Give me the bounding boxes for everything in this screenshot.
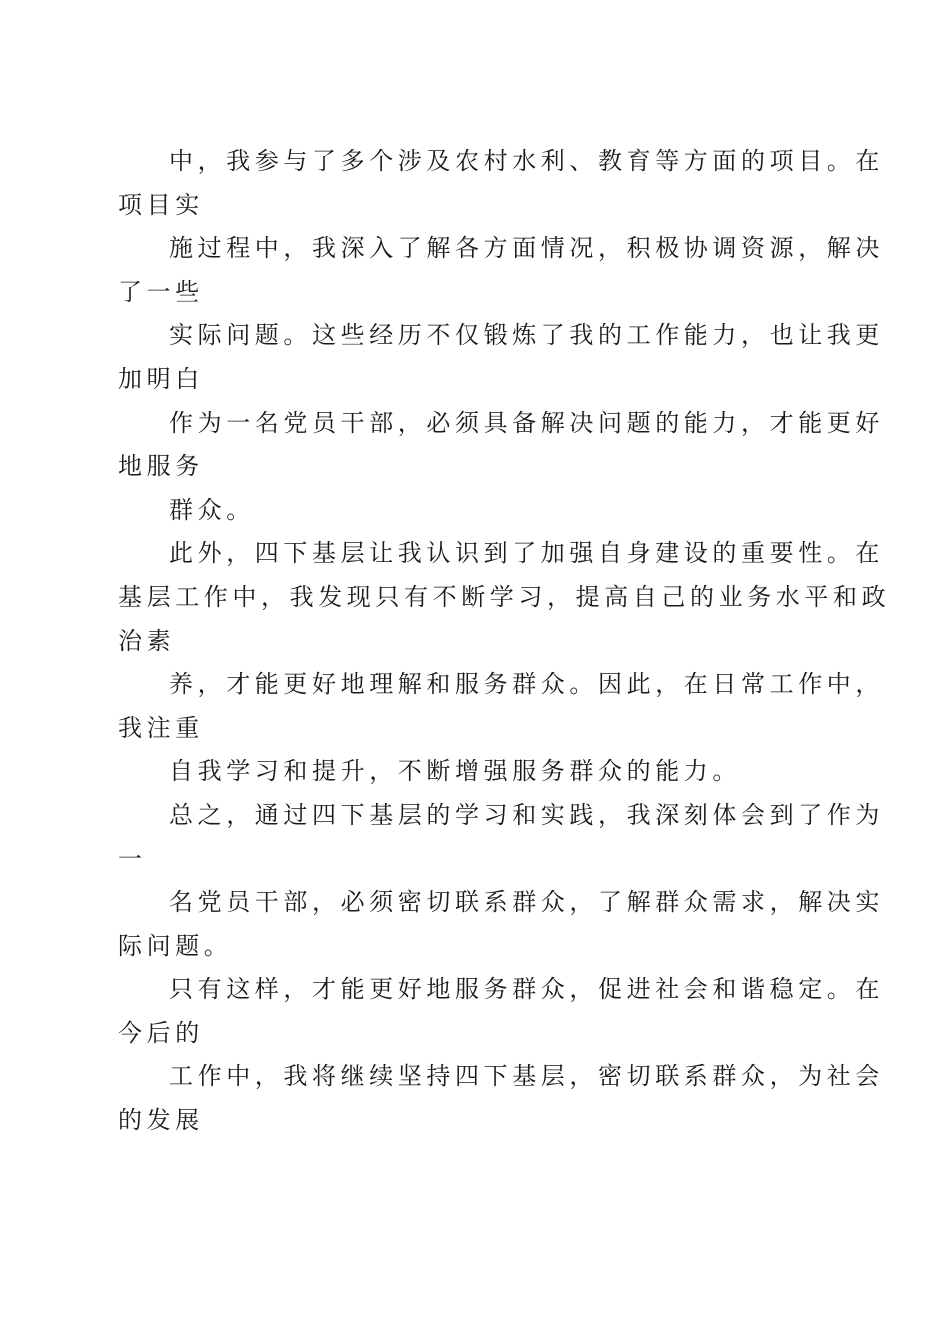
text-line: 中，我参与了多个涉及农村水利、教育等方面的项目。在: [169, 147, 884, 175]
text-line: 际问题。: [118, 931, 233, 960]
text-line: 实际问题。这些经历不仅锻炼了我的工作能力，也让我更: [169, 321, 884, 350]
text-line: 今后的: [118, 1018, 204, 1047]
text-line: 总之，通过四下基层的学习和实践，我深刻体会到了作为: [169, 800, 884, 829]
text-line: 作为一名党员干部，必须具备解决问题的能力，才能更好: [169, 408, 884, 437]
text-line: 工作中，我将继续坚持四下基层，密切联系群众，为社会: [169, 1062, 884, 1091]
text-line: 加明白: [118, 364, 204, 393]
text-line: 一: [118, 844, 147, 873]
text-line: 名党员干部，必须密切联系群众，了解群众需求，解决实: [169, 888, 884, 917]
text-line: 项目实: [118, 190, 204, 219]
text-line: 养，才能更好地理解和服务群众。因此，在日常工作中，: [169, 670, 884, 699]
text-line: 只有这样，才能更好地服务群众，促进社会和谐稳定。在: [169, 975, 884, 1004]
text-line: 治素: [118, 626, 176, 655]
text-line: 我注重: [118, 713, 204, 742]
body-text: [118, 140, 891, 1143]
text-line: 地服务: [118, 452, 204, 481]
text-line: 施过程中，我深入了解各方面情况，积极协调资源，解决: [169, 234, 884, 263]
text-line: 的发展: [118, 1106, 204, 1135]
text-line: 了一些: [118, 277, 204, 306]
text-line: 自我学习和提升，不断增强服务群众的能力。: [169, 757, 741, 786]
text-line: 群众。: [169, 495, 255, 524]
text-line: 此外，四下基层让我认识到了加强自身建设的重要性。在: [169, 539, 884, 568]
text-line: 基层工作中，我发现只有不断学习，提高自己的业务水平和政: [118, 582, 891, 611]
